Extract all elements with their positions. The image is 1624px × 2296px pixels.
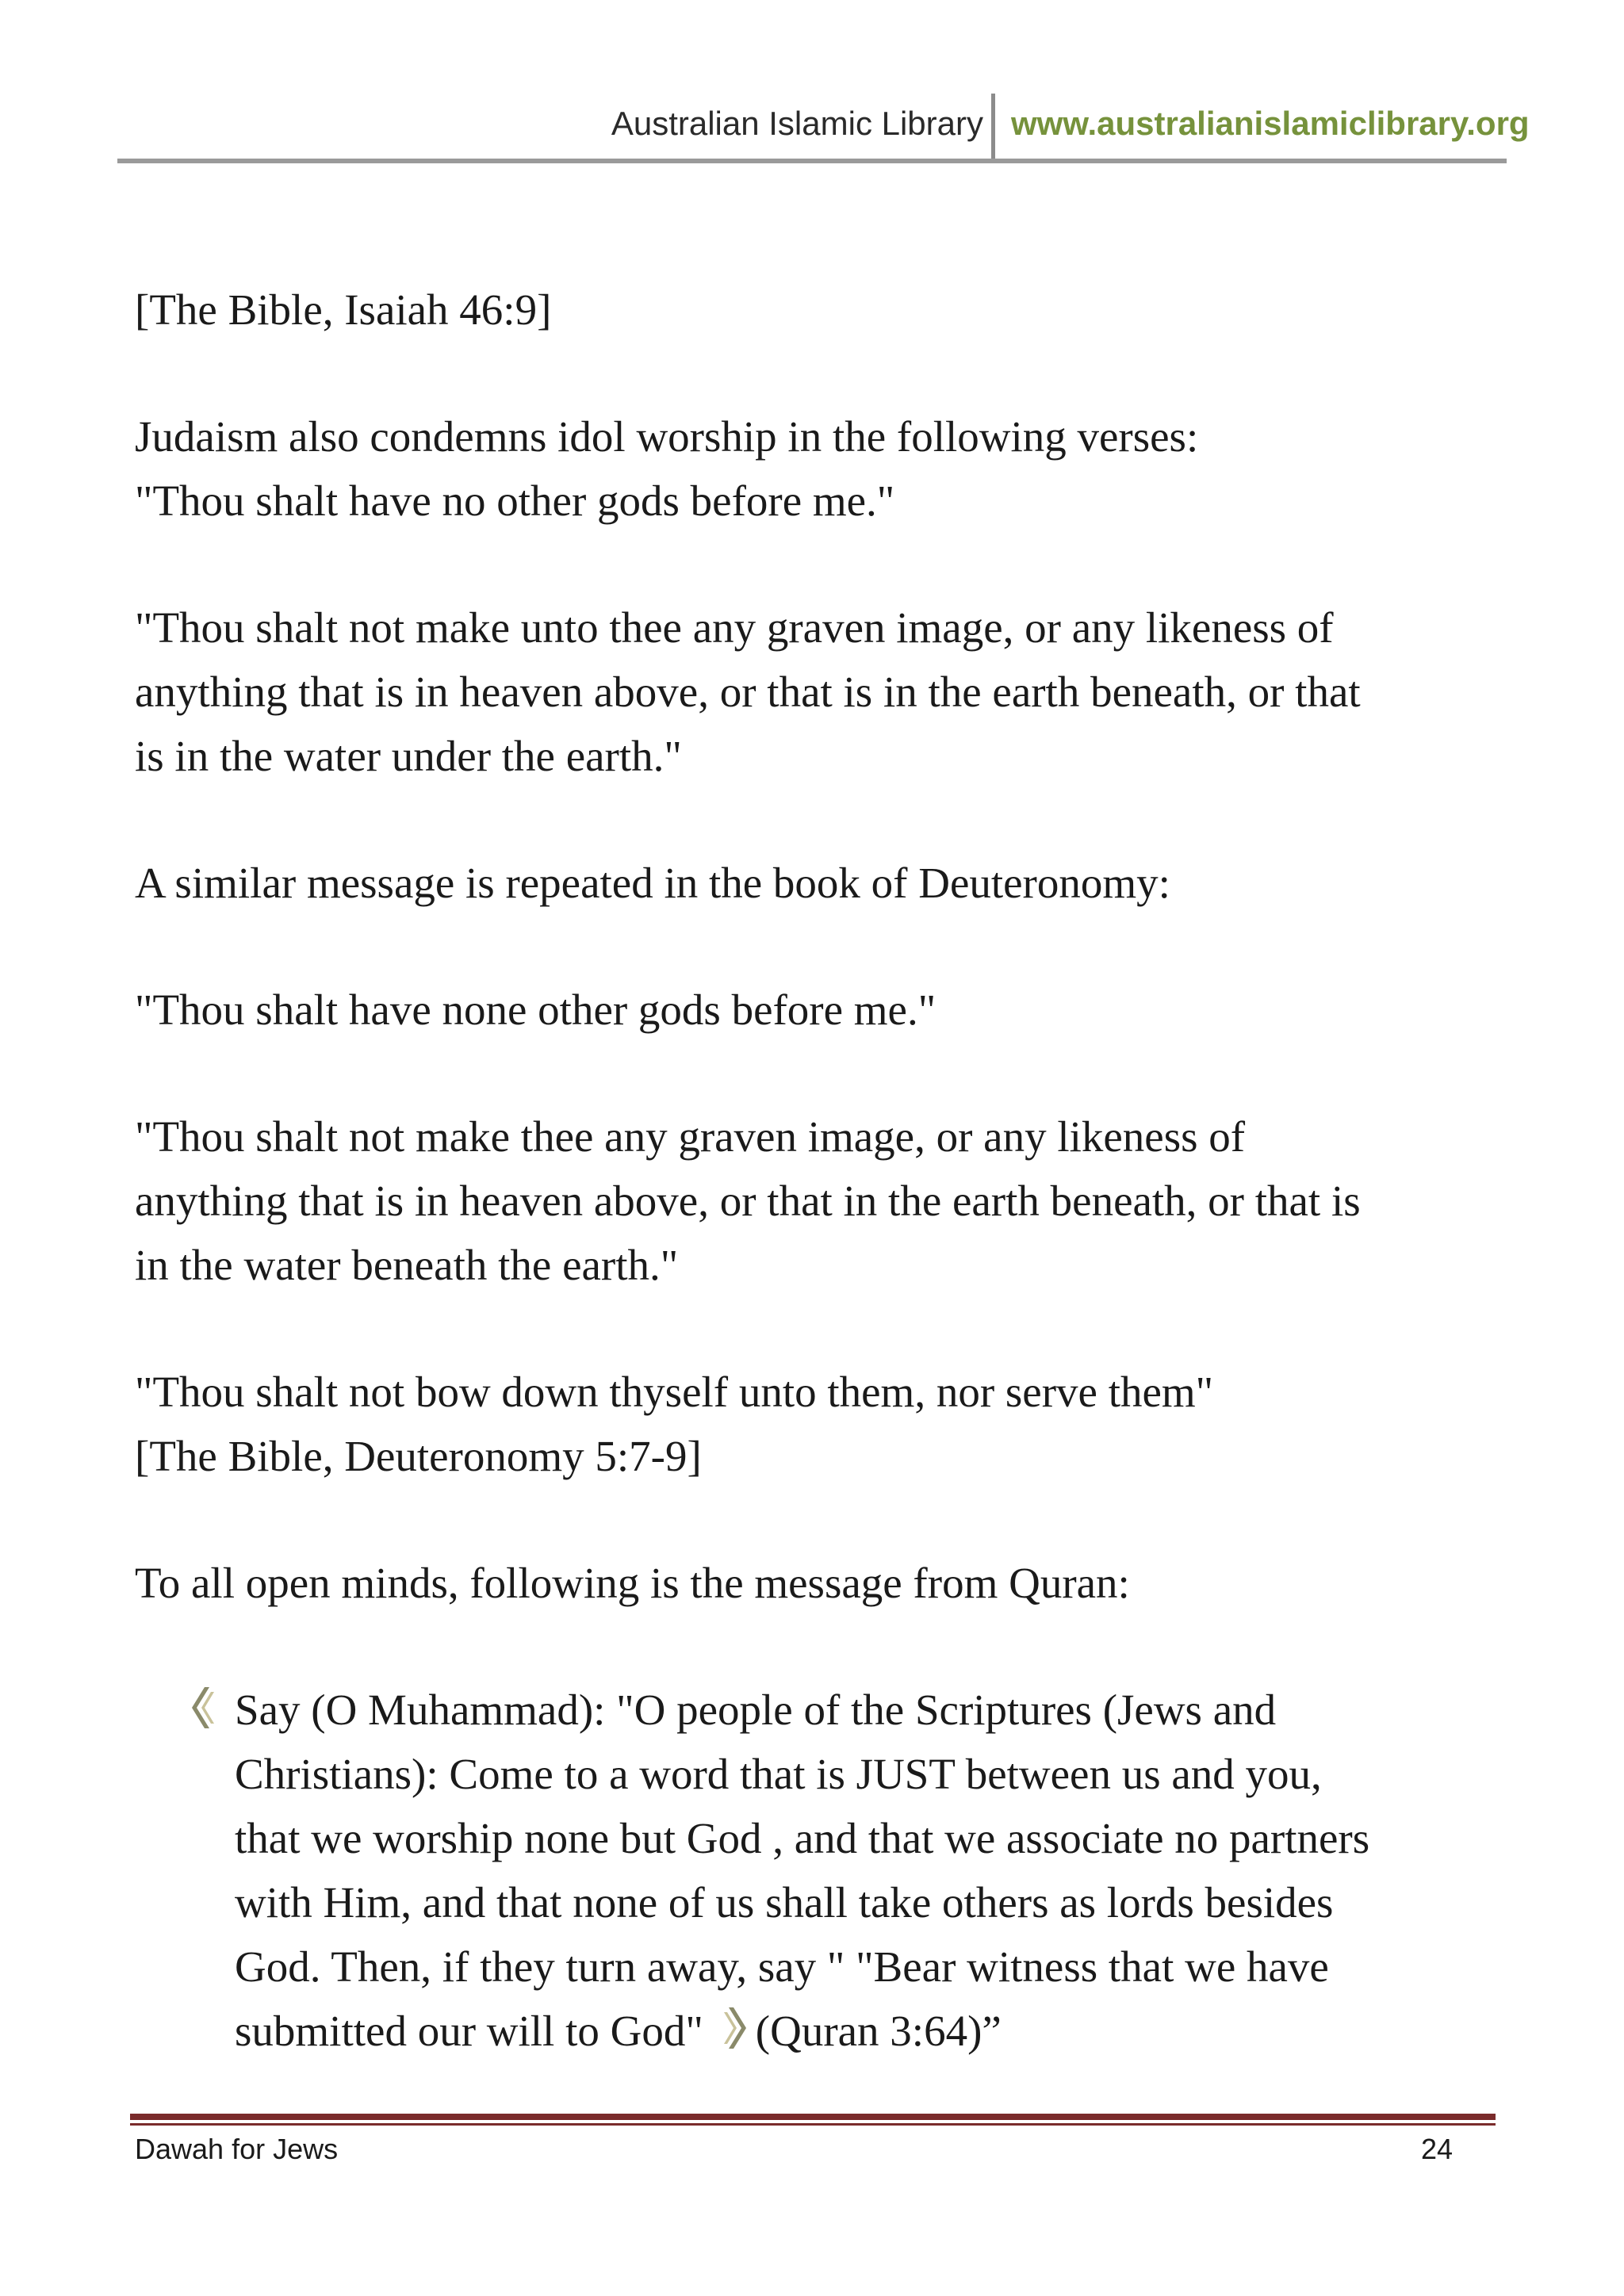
paragraph-gap <box>135 788 1499 851</box>
paragraph-line: A similar message is repeated in the book of Deuteronomy: <box>135 859 1170 907</box>
website-url: www.australianislamiclibrary.org <box>1011 105 1530 142</box>
paragraph-line: anything that is in heaven above, or that is in the earth beneath, or that <box>135 668 1361 716</box>
citation-isaiah: [The Bible, Isaiah 46:9] <box>135 285 552 334</box>
quote-line <box>235 1999 1499 2063</box>
citation-deuteronomy: [The Bible, Deuteronomy 5:7-9] <box>135 1432 702 1480</box>
paragraph-gap <box>135 915 1499 978</box>
paragraph-gap <box>135 342 1499 404</box>
paragraph-gap <box>135 1488 1499 1551</box>
quote-line: with Him, and that none of us shall take others as lords besides <box>235 1878 1334 1927</box>
paragraph-line: "Thou shalt not bow down thyself unto them, nor serve them" <box>135 1368 1214 1416</box>
quote-line: God. Then, if they turn away, say " "Bear witness that we have <box>235 1942 1329 1991</box>
quote-line: Say (O Muhammad): "O people of the Scriptures (Jews and <box>235 1686 1277 1734</box>
paragraph-line: "Thou shalt have no other gods before me." <box>135 476 895 525</box>
footer-title: Dawah for Jews <box>135 2133 339 2165</box>
paragraph-line: "Thou shalt have none other gods before me." <box>135 985 936 1034</box>
footer-rule-thin <box>130 2123 1496 2126</box>
paragraph-line: To all open minds, following is the message from Quran: <box>135 1559 1130 1607</box>
paragraph-line: is in the water under the earth." <box>135 732 682 780</box>
paragraph-line: Judaism also condemns idol worship in the following verses: <box>135 412 1199 461</box>
quote-line: Christians): Come to a word that is JUST between us and you, <box>235 1750 1322 1798</box>
paragraph-line: "Thou shalt not make thee any graven image, or any likeness of <box>135 1112 1246 1161</box>
paragraph-line: anything that is in heaven above, or that in the earth beneath, or that is <box>135 1177 1361 1225</box>
paragraph-line: in the water beneath the earth." <box>135 1241 679 1289</box>
paragraph-gap <box>135 1042 1499 1104</box>
ornamental-bracket-left-icon <box>189 1684 217 1732</box>
library-name: Australian Islamic Library <box>611 105 983 142</box>
header-separator <box>991 94 995 163</box>
page-number: 24 <box>1420 2133 1453 2165</box>
quote-text: submitted our will to God" <box>235 2007 703 2055</box>
footer-rule <box>130 2114 1496 2120</box>
page-header <box>119 94 1530 165</box>
quran-reference: (Quran 3:64)” <box>755 2007 1002 2055</box>
quran-quote <box>235 1678 1499 2063</box>
paragraph-gap <box>135 1297 1499 1360</box>
paragraph-gap <box>135 533 1499 595</box>
quote-line: that we worship none but God , and that we associate no partners <box>235 1814 1370 1862</box>
header-rule <box>117 159 1507 163</box>
ornamental-bracket-right-icon <box>721 2004 753 2052</box>
page-body <box>135 277 1499 2063</box>
paragraph-line: "Thou shalt not make unto thee any graven image, or any likeness of <box>135 603 1334 652</box>
